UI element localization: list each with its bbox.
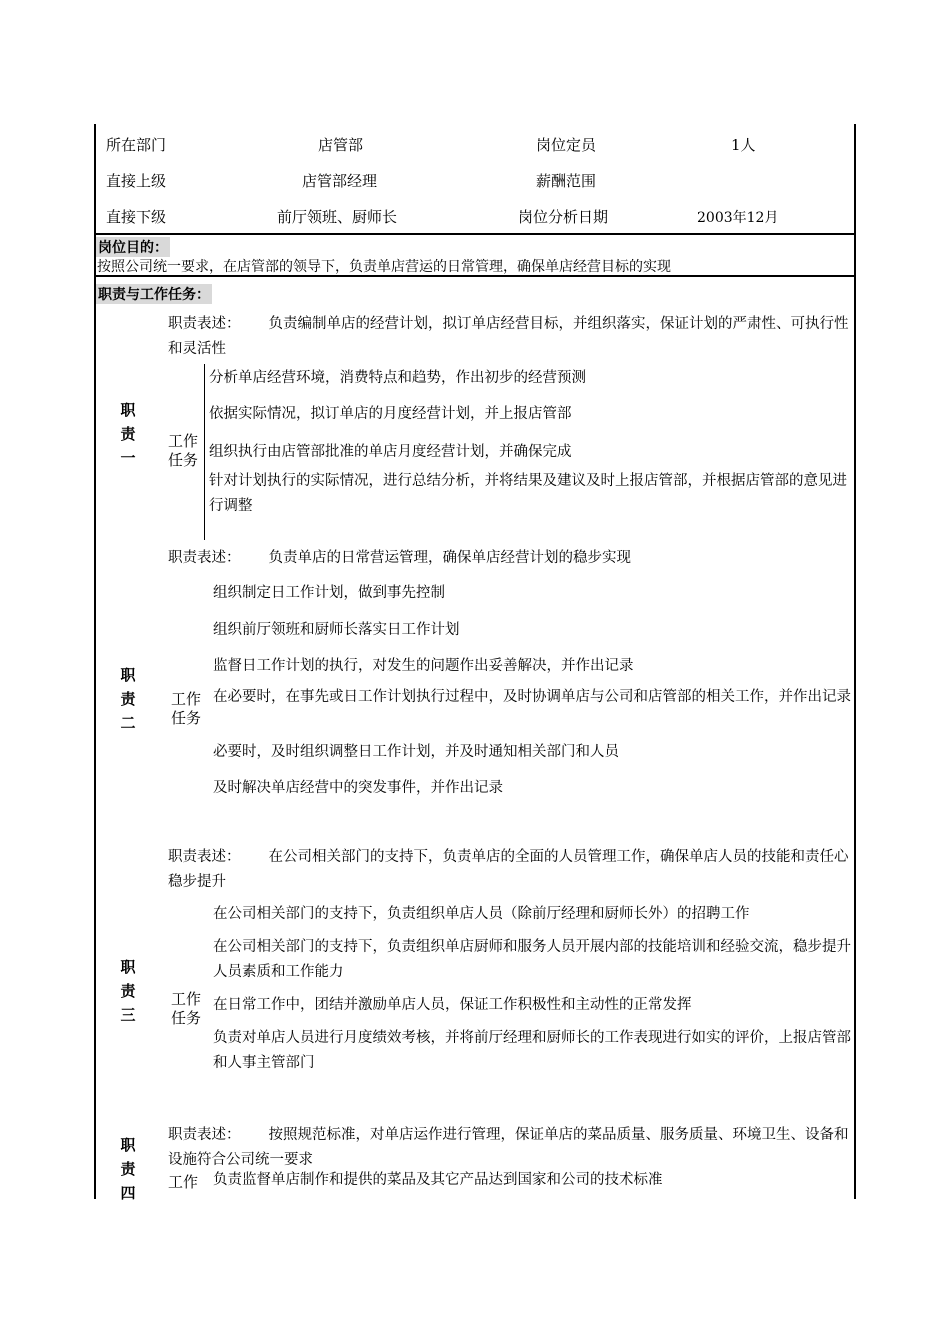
duty-2-statement-label: 职责表述：	[168, 550, 241, 566]
duty-1-task-label	[168, 432, 202, 470]
duty-2-task-2: 组织前厅领班和厨师长落实日工作计划	[213, 622, 460, 638]
duty-1-task-2: 依据实际情况，拟订单店的月度经营计划，并上报店管部	[209, 406, 572, 422]
duty-4-statement	[168, 1123, 854, 1173]
subordinate-label: 直接下级	[106, 208, 167, 226]
headcount-value: 1人	[731, 136, 756, 154]
duty-2-task-4: 在必要时，在事先或日工作计划执行过程中，及时协调单店与公司和店管部的相关工作，并作出记录	[213, 689, 851, 705]
duty-1-task-3: 组织执行由店管部批准的单店月度经营计划，并确保完成	[209, 444, 572, 460]
duty-4-task-label: 工作	[168, 1173, 199, 1191]
duty-2-task-6: 及时解决单店经营中的突发事件，并作出记录	[213, 780, 503, 796]
duty-3-task-2: 在公司相关部门的支持下，负责组织单店厨师和服务人员开展内部的技能培训和经验交流，稳步提升人员素质和工作能力	[213, 939, 851, 980]
subordinate-value: 前厅领班、厨师长	[277, 208, 398, 226]
duty-3-label	[119, 955, 139, 1027]
duty-4-statement-label: 职责表述：	[168, 1127, 241, 1143]
duty-2-statement	[168, 546, 854, 571]
duty-4-task-1: 负责监督单店制作和提供的菜品及其它产品达到国家和公司的技术标准	[213, 1172, 663, 1188]
frame-right-border	[854, 124, 856, 1199]
duty-2-task-1: 组织制定日工作计划，做到事先控制	[213, 585, 445, 601]
duty-3-label-text: 职责三	[120, 958, 136, 1024]
dept-label: 所在部门	[106, 136, 167, 154]
duty-1-task-label-text: 工作任务	[168, 432, 199, 469]
duties-top-border	[94, 275, 856, 277]
purpose-top-border	[94, 233, 856, 235]
duty-4-statement-text: 按照规范标准，对单店运作进行管理，保证单店的菜品质量、服务质量、环境卫生、设备和设施符合公司统一要求	[168, 1127, 849, 1168]
duty-3-task-1: 在公司相关部门的支持下，负责组织单店人员（除前厅经理和厨师长外）的招聘工作	[213, 906, 750, 922]
duty-1-label	[119, 398, 139, 470]
duty-3-statement-text: 在公司相关部门的支持下，负责单店的全面的人员管理工作，确保单店人员的技能和责任心稳步提升	[168, 849, 849, 890]
duty-3-task-4: 负责对单店人员进行月度绩效考核，并将前厅经理和厨师长的工作表现进行如实的评价，上报店管部和人事主管部门	[213, 1030, 851, 1071]
duty-4-label-text: 职责四	[120, 1136, 136, 1202]
duty-3-task-label	[171, 990, 205, 1028]
analysis-date-label: 岗位分析日期	[518, 208, 609, 226]
analysis-date-value: 2003年12月	[697, 210, 779, 226]
duty-1-label-text: 职责一	[120, 401, 136, 467]
headcount-label: 岗位定员	[536, 136, 597, 154]
superior-label: 直接上级	[106, 172, 167, 190]
superior-value: 店管部经理	[302, 172, 378, 190]
purpose-title: 岗位目的：	[96, 237, 170, 257]
duty-3-statement	[168, 845, 854, 895]
duty-3-task-label-text: 工作任务	[171, 990, 202, 1027]
duty-2-statement-text: 负责单店的日常营运管理，确保单店经营计划的稳步实现	[268, 550, 631, 566]
duty-1-statement	[168, 312, 854, 362]
duty-1-task-1: 分析单店经营环境，消费特点和趋势，作出初步的经营预测	[209, 370, 586, 386]
duty-3-statement-label: 职责表述：	[168, 849, 241, 865]
duty-1-task-4: 针对计划执行的实际情况，进行总结分析，并将结果及建议及时上报店管部，并根据店管部的意见进行调整	[209, 473, 847, 514]
duty-1-statement-label: 职责表述：	[168, 316, 241, 332]
duty-2-label	[119, 663, 139, 735]
duty-2-task-3: 监督日工作计划的执行，对发生的问题作出妥善解决，并作出记录	[213, 658, 634, 674]
duty-2-task-label	[171, 690, 205, 728]
duty-4-label	[119, 1133, 139, 1205]
duty-1-statement-text: 负责编制单店的经营计划，拟订单店经营目标，并组织落实，保证计划的严肃性、可执行性和灵活性	[168, 316, 849, 357]
purpose-text: 按照公司统一要求，在店管部的领导下，负责单店营运的日常管理，确保单店经营目标的实现	[97, 259, 671, 275]
dept-value: 店管部	[318, 136, 364, 154]
duties-title: 职责与工作任务：	[96, 284, 212, 304]
salary-label: 薪酬范围	[536, 172, 597, 190]
duty-2-label-text: 职责二	[120, 666, 136, 732]
duty-3-task-3: 在日常工作中，团结并激励单店人员，保证工作积极性和主动性的正常发挥	[213, 997, 692, 1013]
duty-1-task-bracket	[204, 364, 205, 540]
duty-2-task-label-text: 工作任务	[171, 690, 202, 727]
duty-2-task-5: 必要时，及时组织调整日工作计划，并及时通知相关部门和人员	[213, 744, 619, 760]
